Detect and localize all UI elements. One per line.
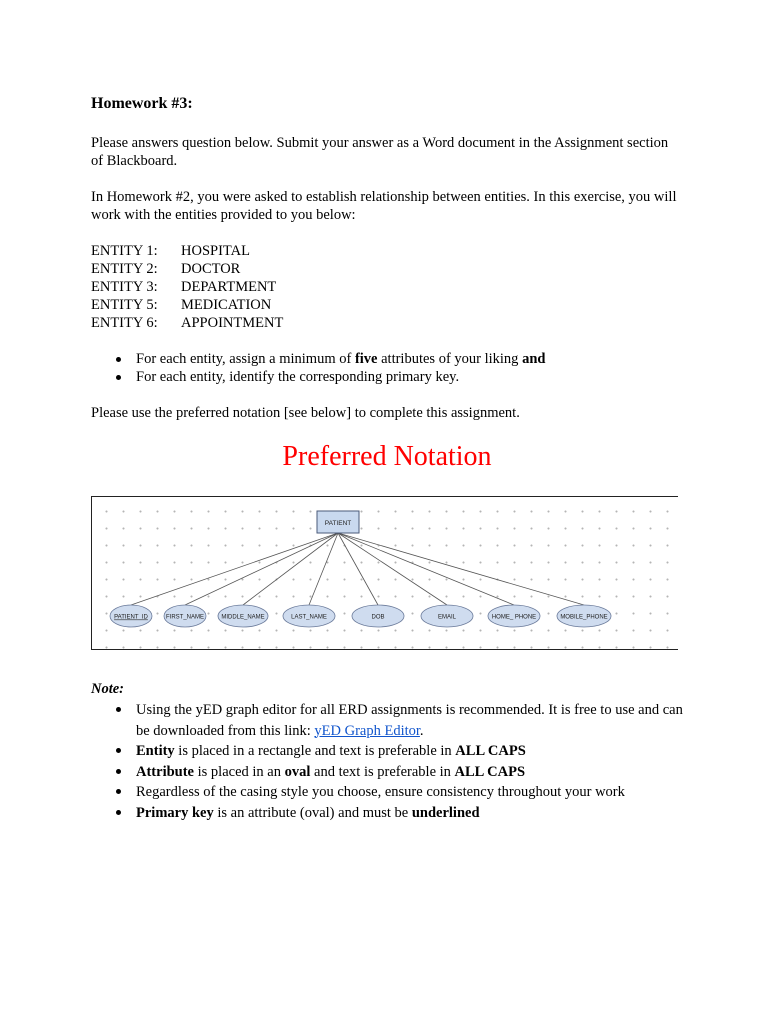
task-item: For each entity, identify the corresponding primary key. — [136, 368, 683, 386]
task-list — [91, 350, 683, 386]
note-text: is an attribute (oval) and must be — [213, 804, 412, 821]
relationship-line — [338, 533, 378, 605]
attribute-label: MOBILE_PHONE — [560, 614, 608, 621]
entity-row — [91, 242, 683, 260]
note-item — [136, 803, 683, 824]
note-bold: oval — [284, 763, 311, 780]
homework-title: Homework #3: — [91, 95, 193, 112]
task-bold: and — [522, 351, 546, 367]
entity-name: DOCTOR — [181, 261, 241, 277]
erd-diagram — [91, 496, 678, 650]
intro-paragraph: Please answers question below. Submit your answer as a Word document in the Assignment section of Blackboard. — [91, 135, 669, 169]
note-text: Using the yED graph editor for all ERD assignments is recommended. It is free to use and can be downloaded from this link: — [136, 702, 683, 739]
note-bold: ALL CAPS — [454, 763, 526, 780]
note-item — [136, 700, 683, 741]
relationship-line — [131, 533, 338, 605]
relationship-line — [338, 533, 447, 605]
note-list — [91, 700, 683, 823]
entity-name: HOSPITAL — [181, 243, 250, 259]
entity-number: ENTITY 5: — [91, 297, 158, 313]
note-text: and text is preferable in — [310, 763, 455, 780]
entity-number: ENTITY 2: — [91, 261, 158, 277]
entity-row — [91, 260, 683, 278]
note-bold: ALL CAPS — [455, 743, 526, 759]
note-bold: underlined — [411, 804, 480, 821]
notation-paragraph: Please use the preferred notation [see below] to complete this assignment. — [91, 405, 520, 421]
attribute-label: EMAIL — [437, 614, 457, 621]
task-text: attributes of your liking — [377, 351, 523, 367]
note-item — [136, 762, 683, 783]
attribute-label: MIDDLE_NAME — [221, 614, 265, 621]
relationship-line — [338, 533, 584, 605]
entity-list — [91, 242, 683, 332]
erd-svg — [92, 497, 678, 650]
preferred-notation-heading: Preferred Notation — [282, 441, 492, 472]
task-bold: five — [354, 351, 378, 367]
attribute-label: LAST_NAME — [291, 614, 327, 621]
entity-name: MEDICATION — [181, 297, 272, 313]
relationship-line — [185, 533, 338, 605]
yed-link[interactable]: yED Graph Editor — [314, 722, 420, 739]
relationship-line — [338, 533, 514, 605]
note-item — [136, 741, 683, 762]
note-text: . — [419, 722, 424, 739]
entity-number: ENTITY 6: — [91, 315, 158, 331]
document-page — [91, 94, 683, 823]
note-bold: Attribute — [136, 763, 194, 780]
entity-number: ENTITY 1: — [91, 243, 158, 259]
entity-row — [91, 278, 683, 296]
attribute-label: HOME_ PHONE — [491, 614, 537, 621]
entity-label: PATIENT — [324, 520, 352, 527]
note-bold: Entity — [136, 743, 175, 759]
entity-row — [91, 314, 683, 332]
note-title: Note: — [91, 681, 125, 697]
note-text: is placed in a rectangle and text is preferable in — [174, 743, 456, 759]
entity-number: ENTITY 3: — [91, 279, 158, 295]
entity-name: DEPARTMENT — [181, 279, 277, 295]
primary-key-label: PATIENT_ID — [114, 614, 148, 621]
entity-row — [91, 296, 683, 314]
task-item — [136, 350, 683, 368]
note-bold: Primary key — [136, 804, 214, 821]
note-text: is placed in an — [194, 763, 285, 780]
note-item: Regardless of the casing style you choose, ensure consistency throughout your work — [136, 782, 683, 803]
context-paragraph: In Homework #2, you were asked to establish relationship between entities. In this exercise, you will work with the entities provided to you below: — [91, 189, 677, 223]
entity-name: APPOINTMENT — [181, 315, 284, 331]
attribute-label: DOB — [371, 614, 385, 621]
attribute-label: FIRST_NAME — [165, 614, 205, 621]
task-text: For each entity, assign a minimum of — [136, 351, 355, 367]
